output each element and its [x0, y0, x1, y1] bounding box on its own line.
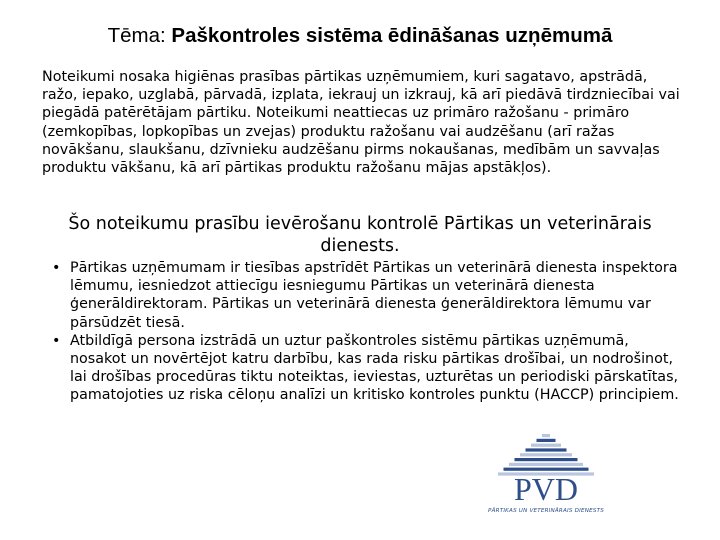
bullet-list: [0, 259, 720, 405]
bullet-icon: •: [52, 332, 61, 349]
pvd-logo-graphic: [476, 428, 616, 510]
logo-text: PVD: [513, 471, 579, 507]
pyramid-step: [515, 458, 578, 461]
list-item: [0, 332, 684, 405]
slide-title: [0, 22, 720, 50]
pvd-logo: [476, 428, 616, 520]
pyramid-step: [526, 448, 567, 451]
pyramid-step: [520, 453, 572, 456]
intro-paragraph: Noteikumi nosaka higiēnas prasības pārtikas uzņēmumiem, kuri sagatavo, apstrādā, ražo, iepako, uzglabā, pārvadā, izplata, iekrauj un izkrauj, kā arī piedāvā tirdzniecībai vai piegādā patērētājam pārtiku. Noteikumi neattiecas uz primāro ražošanu - primāro (zemkopības, lopkopības un zvejas) produktu ražošanu vai audzēšanu (arī ražas novākšanu, slaukšanu, dzīvnieku audzēšanu pirms nokaušanas, medībām un savvaļas produktu vākšanu, kā arī pārtikas produktu ražošanu mājas apstākļos).: [42, 69, 680, 177]
logo-tagline: PĀRTIKAS UN VETERINĀRAIS DIENESTS: [488, 508, 604, 514]
list-item: [0, 259, 684, 332]
pyramid-step: [531, 444, 561, 447]
title-main: Paškontroles sistēma ēdināšanas uzņēmumā: [171, 24, 613, 47]
pyramid-icon: [498, 434, 594, 476]
bullet-text: Pārtikas uzņēmumam ir tiesības apstrīdēt Pārtikas un veterinārā dienesta inspektora lēmumu, iesniedzot attiecīgu iesniegumu Pārtikas un veterinārā dienesta ģenerāldirektoram. Pārtikas un veterinārā dienesta ģenerāldirektora lēmumu var pārsūdzēt tiesā.: [70, 260, 678, 331]
pyramid-step: [542, 434, 550, 437]
subheading: Šo noteikumu prasību ievērošanu kontrolē Pārtikas un veterinārais dienests.: [68, 214, 652, 256]
bullet-text: Atbildīgā persona izstrādā un uztur paškontroles sistēmu pārtikas uzņēmumā, nosakot un novērtējot katru darbību, kas rada risku pārtikas drošībai, un nodrošinot, lai drošības procedūras tiktu noteiktas, ieviestas, uzturētas un periodiski pārskatītas, pamatojoties uz riska cēloņu analīzi un kritisko kontroles punktu (HACCP) principiem.: [70, 332, 679, 404]
bullet-icon: •: [52, 260, 61, 276]
title-prefix: Tēma:: [107, 24, 172, 47]
pyramid-step: [509, 463, 583, 466]
pyramid-step: [537, 439, 556, 442]
